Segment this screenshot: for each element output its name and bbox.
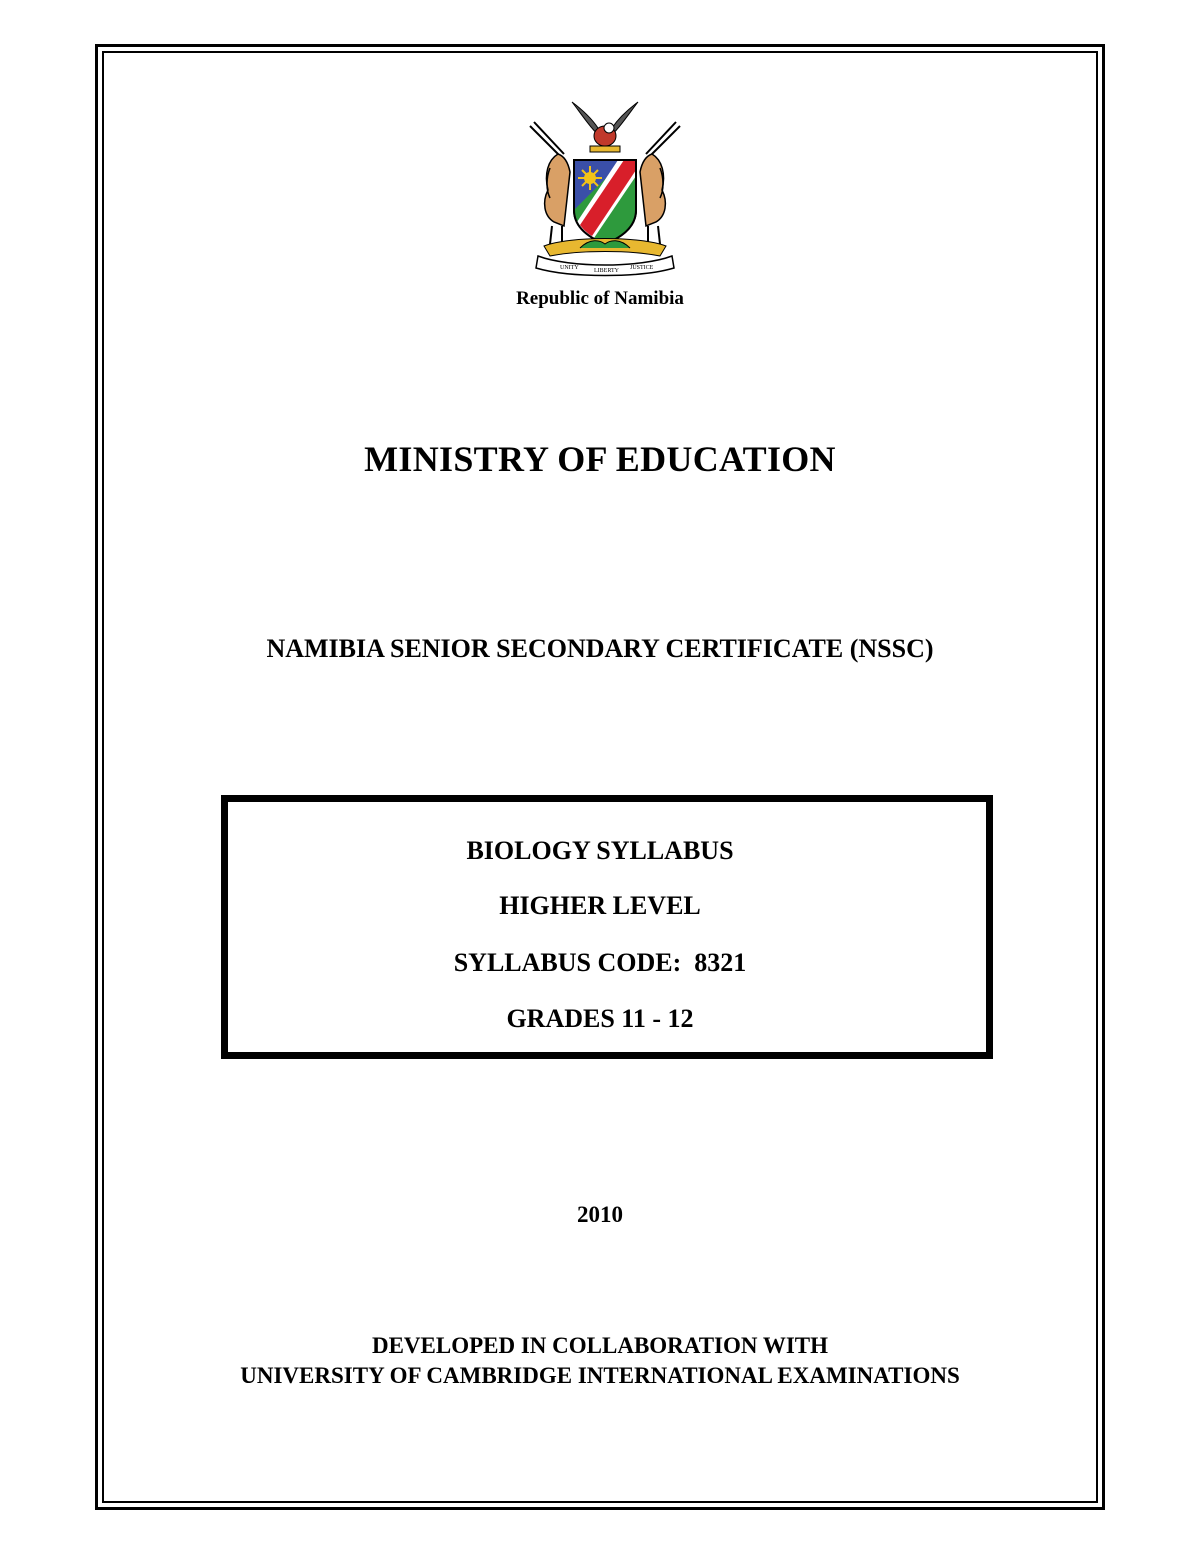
left-oryx-icon — [530, 122, 570, 244]
certificate-title: NAMIBIA SENIOR SECONDARY CERTIFICATE (NSSC) — [266, 634, 934, 663]
country-name: Republic of Namibia — [516, 288, 684, 309]
syllabus-subject: BIOLOGY SYLLABUS — [466, 836, 734, 865]
syllabus-grades: GRADES 11 - 12 — [506, 1004, 694, 1033]
syllabus-level: HIGHER LEVEL — [499, 891, 701, 920]
motto-ribbon — [536, 256, 674, 276]
coat-of-arms-icon — [520, 98, 690, 278]
publication-year: 2010 — [577, 1202, 623, 1227]
svg-text:JUSTICE: JUSTICE — [630, 265, 654, 271]
svg-text:LIBERTY: LIBERTY — [594, 268, 619, 274]
shield-icon — [574, 160, 636, 244]
eagle-icon — [572, 102, 638, 152]
ministry-title: MINISTRY OF EDUCATION — [364, 439, 836, 479]
svg-text:UNITY: UNITY — [560, 265, 579, 271]
collaboration-line-1: DEVELOPED IN COLLABORATION WITH — [371, 1333, 829, 1358]
syllabus-code: SYLLABUS CODE: 8321 — [453, 948, 747, 977]
right-oryx-icon — [640, 122, 680, 244]
collaboration-line-2: UNIVERSITY OF CAMBRIDGE INTERNATIONAL EXAMINATIONS — [240, 1363, 960, 1388]
welwitschia-base-icon — [544, 239, 666, 257]
